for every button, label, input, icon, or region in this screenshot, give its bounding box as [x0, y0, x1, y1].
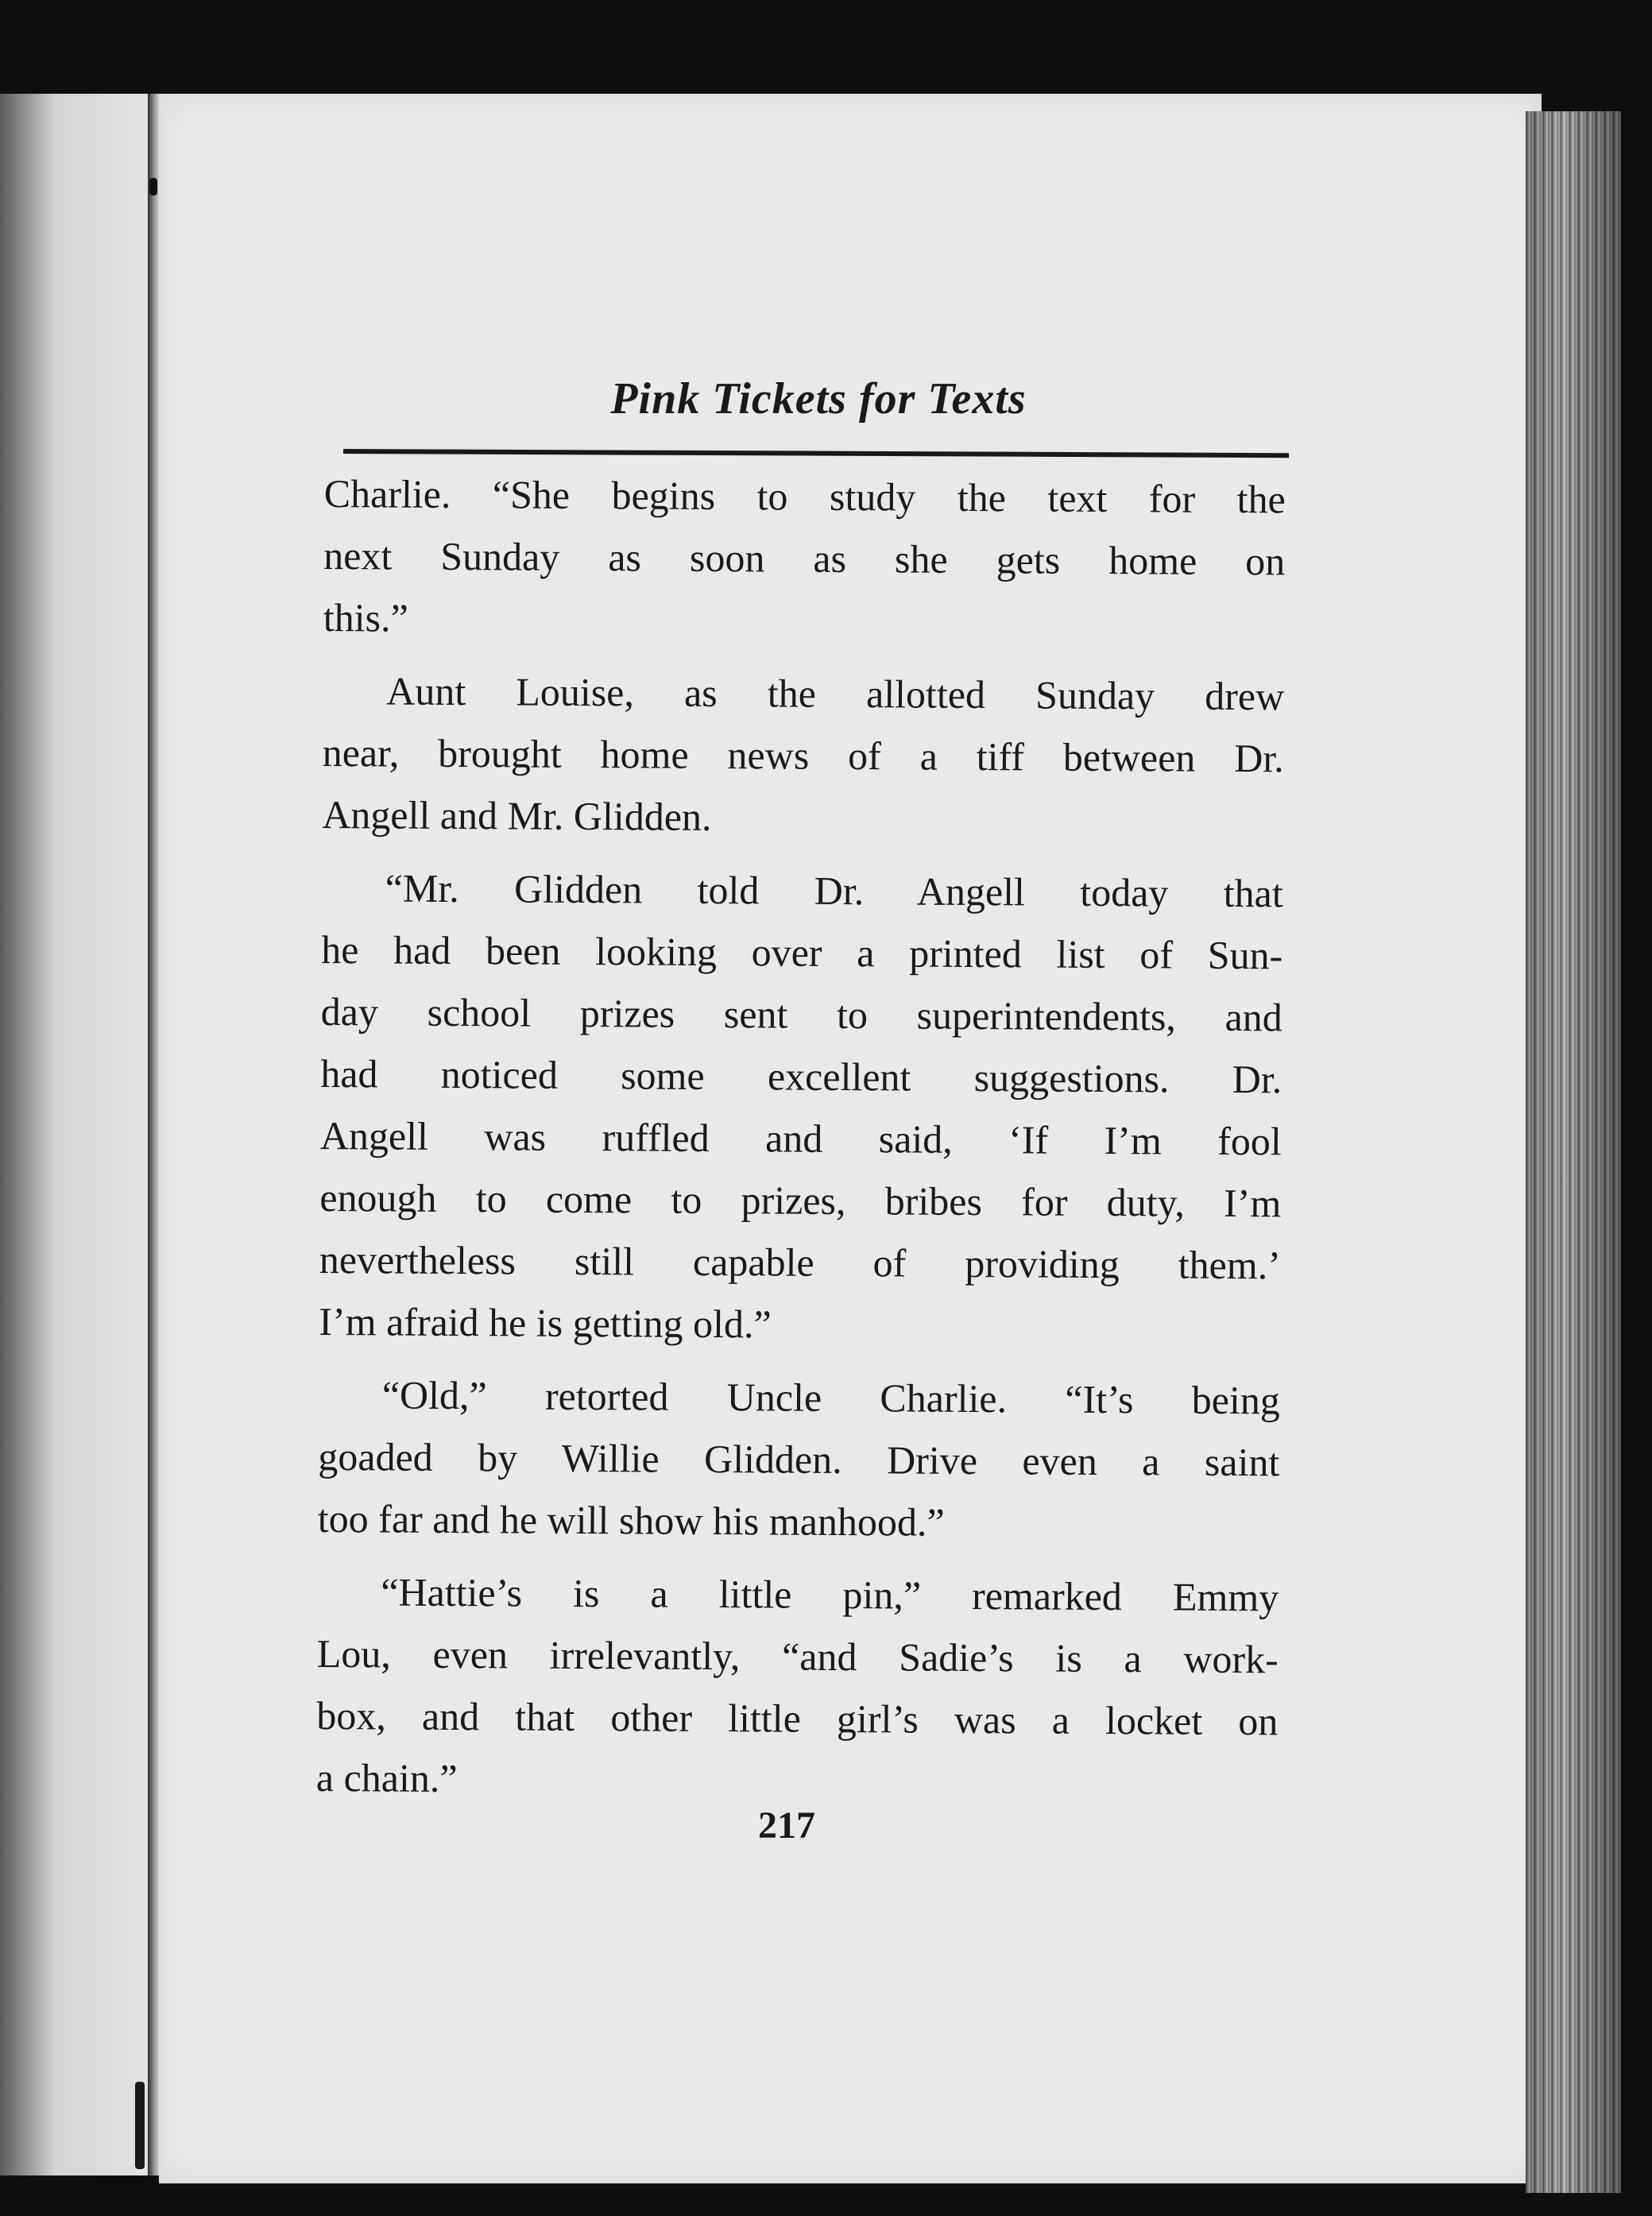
book-gutter	[148, 94, 159, 2175]
text-line: Angell was ruffled and said, ‘If I’m fool	[319, 1112, 1282, 1164]
text-line: Aunt Louise, as the allotted Sunday drew	[386, 668, 1285, 719]
binding-mark	[149, 178, 157, 195]
text-line: “Mr. Glidden told Dr. Angell today that	[385, 865, 1283, 916]
paragraph	[319, 857, 1283, 1358]
text-line: Angell and Mr. Glidden.	[322, 791, 712, 839]
text-line: next Sunday as soon as she gets home on	[323, 532, 1286, 584]
text-line: goaded by Willie Glidden. Drive even a saint	[318, 1433, 1280, 1485]
paragraph	[322, 659, 1284, 851]
text-line: he had been looking over a printed list of Sun-	[321, 926, 1283, 978]
running-head: Pink Tickets for Texts	[610, 374, 1027, 423]
text-line: Lou, even irrelevantly, “and Sadie’s is a work-	[316, 1630, 1279, 1682]
text-line: too far and he will show his manhood.”	[317, 1495, 945, 1545]
paragraph	[323, 462, 1286, 654]
text-line: this.”	[323, 594, 408, 640]
binding-mark	[135, 2082, 145, 2169]
text-line: enough to come to prizes, bribes for duty, I’m	[319, 1174, 1282, 1226]
text-line: day school prizes sent to superintendents, and	[320, 988, 1283, 1040]
text-line: had noticed some excellent suggestions. Dr.	[320, 1050, 1283, 1102]
paragraph	[316, 1560, 1279, 1814]
text-line: I’m afraid he is getting old.”	[319, 1298, 772, 1347]
body-text	[316, 462, 1286, 1814]
paragraph	[318, 1363, 1280, 1555]
text-line: “Old,” retorted Uncle Charlie. “It’s being	[381, 1372, 1280, 1423]
text-line: near, brought home news of a tiff between Dr.	[322, 729, 1284, 781]
text-line: Charlie. “She begins to study the text for the	[323, 470, 1286, 522]
page-edges-shadow	[1526, 111, 1621, 2193]
page-number: 217	[758, 1804, 815, 1847]
text-line: “Hattie’s is a little pin,” remarked Emmy	[381, 1569, 1279, 1620]
facing-page	[0, 94, 159, 2175]
text-line: box, and that other little girl’s was a locket on	[316, 1692, 1279, 1744]
text-line: a chain.”	[315, 1754, 458, 1801]
text-line: nevertheless still capable of providing them.’	[319, 1236, 1282, 1288]
